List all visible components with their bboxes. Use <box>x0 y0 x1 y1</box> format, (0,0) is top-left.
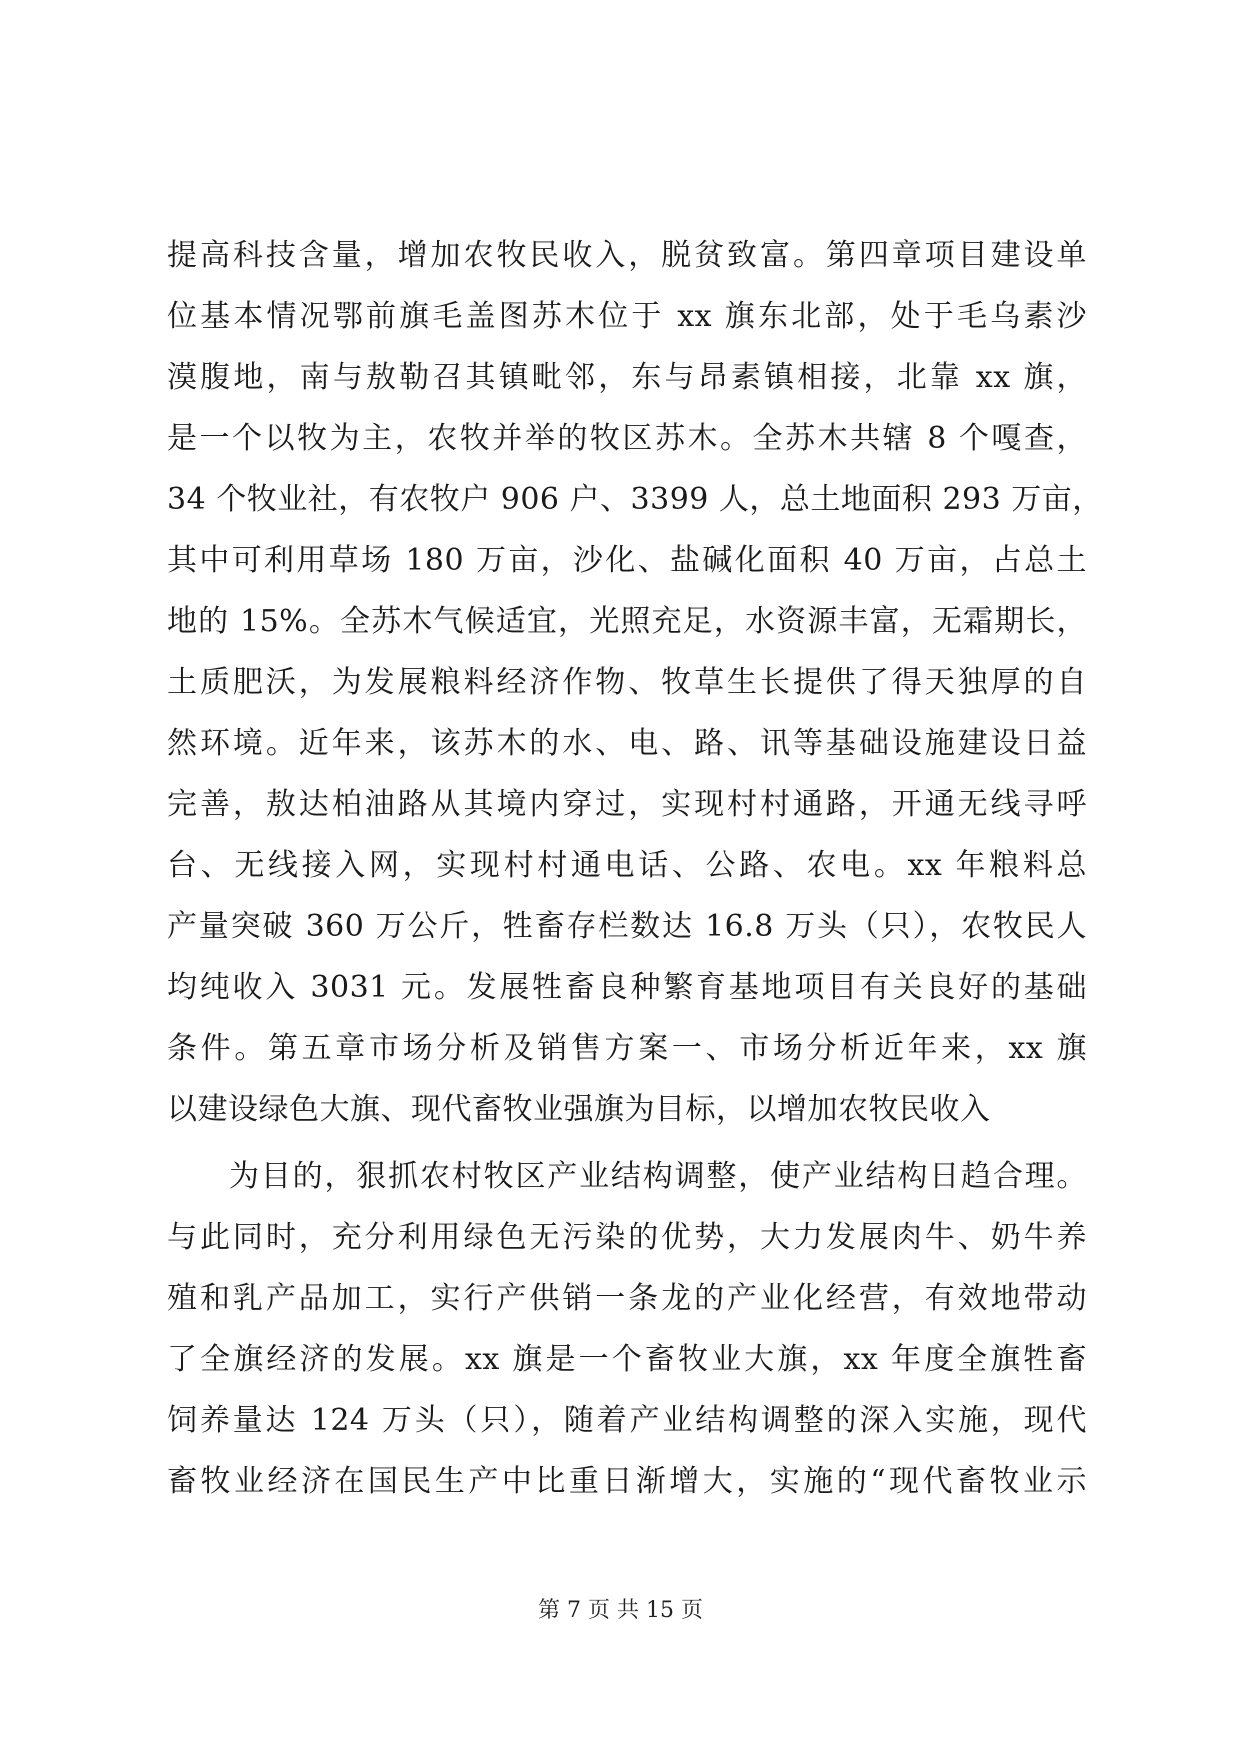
paragraph <box>167 225 1103 1140</box>
text-line: 然环境。近年来，该苏木的水、电、路、讯等基础设施建设日益 <box>167 726 1087 761</box>
text-line: 与此同时，充分利用绿色无污染的优势，大力发展肉牛、奶牛养 <box>167 1220 1087 1255</box>
text-line: 殖和乳产品加工，实行产供销一条龙的产业化经营，有效地带动 <box>167 1281 1087 1316</box>
text-line: 条件。第五章市场分析及销售方案一、市场分析近年来，xx 旗 <box>167 1031 1087 1066</box>
text-line: 是一个以牧为主，农牧并举的牧区苏木。全苏木共辖 8 个嘎查， <box>167 421 1087 456</box>
text-line: 以建设绿色大旗、现代畜牧业强旗为目标，以增加农牧民收入 <box>167 1092 991 1127</box>
text-line: 台、无线接入网，实现村村通电话、公路、农电。xx 年粮料总 <box>167 848 1087 883</box>
body-text <box>167 225 1103 1512</box>
text-line: 完善，敖达柏油路从其境内穿过，实现村村通路，开通无线寻呼 <box>167 787 1087 822</box>
text-line: 地的 15%。全苏木气候适宜，光照充足，水资源丰富，无霜期长， <box>167 604 1087 639</box>
text-line: 畜牧业经济在国民生产中比重日渐增大，实施的“现代畜牧业示 <box>167 1464 1087 1499</box>
text-line: 土质肥沃，为发展粮料经济作物、牧草生长提供了得天独厚的自 <box>167 665 1087 700</box>
text-line: 其中可利用草场 180 万亩，沙化、盐碱化面积 40 万亩，占总土 <box>167 543 1087 578</box>
text-line: 位基本情况鄂前旗毛盖图苏木位于 xx 旗东北部，处于毛乌素沙 <box>167 299 1087 334</box>
text-line: 饲养量达 124 万头（只），随着产业结构调整的深入实施，现代 <box>167 1403 1087 1438</box>
text-line: 均纯收入 3031 元。发展牲畜良种繁育基地项目有关良好的基础 <box>167 970 1087 1005</box>
text-line: 产量突破 360 万公斤，牲畜存栏数达 16.8 万头（只），农牧民人 <box>167 909 1087 944</box>
paragraph <box>167 1146 1087 1512</box>
text-line: 了全旗经济的发展。xx 旗是一个畜牧业大旗，xx 年度全旗牲畜 <box>167 1342 1087 1377</box>
text-line: 34 个牧业社，有农牧户 906 户、3399 人，总土地面积 293 万亩， <box>167 482 1103 517</box>
text-line: 为目的，狠抓农村牧区产业结构调整，使产业结构日趋合理。 <box>229 1159 1087 1194</box>
text-line: 漠腹地，南与敖勒召其镇毗邻，东与昂素镇相接，北靠 xx 旗， <box>167 360 1087 395</box>
text-line: 提高科技含量，增加农牧民收入，脱贫致富。第四章项目建设单 <box>167 238 1087 273</box>
page-footer: 第 7 页 共 15 页 <box>538 1598 703 1623</box>
